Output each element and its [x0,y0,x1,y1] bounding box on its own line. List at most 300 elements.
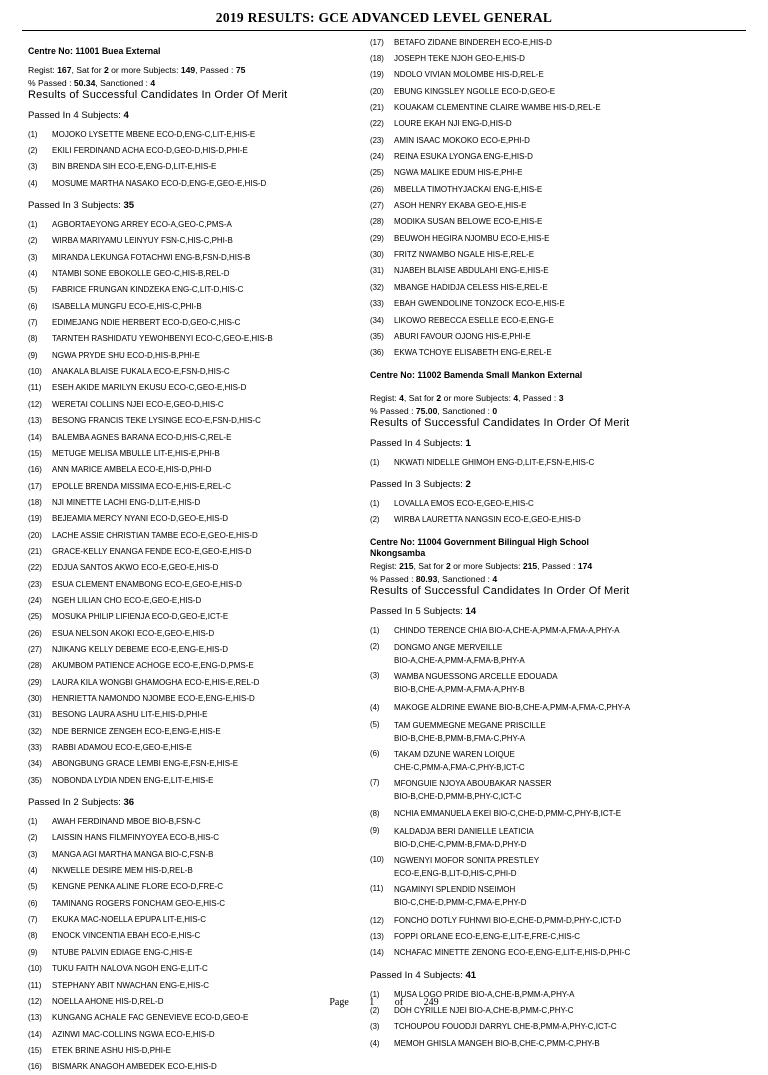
candidate-result: NTUBE PALVIN EDIAGE ENG-C,HIS-E [52,946,193,957]
rank-number: (36) [370,348,384,358]
list-item [28,159,358,175]
rank-number: (10) [28,964,42,974]
rank-number: (31) [28,710,42,720]
list-item [28,625,358,641]
candidate-grades: BIO-D,CHE-C,PMM-B,FMA-D,PHY-D [394,838,527,849]
candidate-result: MAKOGE ALDRINE EWANE BIO-B,CHE-A,PMM-A,FMA-C,PHY-A [394,701,631,712]
rank-number: (2) [370,1005,380,1015]
list-item [28,126,358,142]
group-count: 4 [123,110,129,121]
rank-number: (17) [370,37,384,47]
candidate-result: JOSEPH TEKE NJOH GEO-E,HIS-D [394,53,525,64]
list-item [370,328,758,344]
candidate-result: ANAKALA BLAISE FUKALA ECO-E,FSN-D,HIS-C [52,366,230,377]
list-item [28,282,358,298]
rank-number: (21) [28,546,42,556]
list-item [28,674,358,690]
list-item [28,216,358,232]
candidate-result: GRACE-KELLY ENANGA FENDE ECO-E,GEO-E,HIS-D [52,545,252,556]
candidate-result: AGBORTAEYONG ARREY ECO-A,GEO-C,PMS-A [52,219,232,230]
rank-number: (19) [370,70,384,80]
candidate-result: EKWA TCHOYE ELISABETH ENG-E,REL-E [394,347,552,358]
candidate-grades: BIO-A,CHE-A,PMM-A,FMA-B,PHY-A [394,655,525,666]
rank-number: (34) [370,315,384,325]
candidate-result: ABONGBUNG GRACE LEMBI ENG-E,FSN-E,HIS-E [52,758,239,769]
candidate-grades: CHE-C,PMM-A,FMA-C,PHY-B,ICT-C [394,761,525,772]
list-item [28,862,358,878]
candidate-result: NCHAFAC MINETTE ZENONG ECO-E,ENG-E,LIT-E,HIS-D,PHI-C [394,947,631,958]
candidate-result: EDJUA SANTOS AKWO ECO-E,GEO-E,HIS-D [52,562,219,573]
rank-number: (29) [370,233,384,243]
rank-number: (31) [370,266,384,276]
candidate-result: BEUWOH HEGIRA NJOMBU ECO-E,HIS-E [394,232,550,243]
candidate-result: BEJEAMIA MERCY NYANI ECO-D,GEO-E,HIS-D [52,513,229,524]
candidate-result: HENRIETTA NAMONDO NJOMBE ECO-E,ENG-E,HIS-D [52,693,255,704]
rank-number: (20) [28,530,42,540]
rank-number: (2) [370,642,380,652]
stat-value: 4 [492,573,498,584]
rank-number: (28) [370,217,384,227]
rank-number: (25) [28,612,42,622]
list-item [370,854,758,880]
rank-number: (16) [28,465,42,475]
centre-percent: % Passed : 50.34, Sanctioned : 4 [28,78,156,88]
candidate-result [394,670,558,696]
candidate-result: ABURI FAVOUR OJONG HIS-E,PHI-E [394,330,531,341]
rank-number: (28) [28,661,42,671]
candidate-result: RABBI ADAMOU ECO-E,GEO-E,HIS-E [52,742,192,753]
list-item [370,230,758,246]
candidate-result: BETAFO ZIDANE BINDEREH ECO-E,HIS-D [394,36,552,47]
candidate-result: NOBONDA LYDIA NDEN ENG-E,LIT-E,HIS-E [52,774,214,785]
centre-stats: Regist: 215, Sat for 2 or more Subjects: 215, Passed : 174 [370,560,593,571]
candidate-result [394,748,525,774]
centre-header: Centre No: 11002 Bamenda Small Mankon External [370,369,583,380]
candidate-result: ESEH AKIDE MARILYN EKUSU ECO-C,GEO-E,HIS-D [52,382,247,393]
candidate-result: KOUAKAM CLEMENTINE CLAIRE WAMBE HIS-D,REL-E [394,102,601,113]
list-item [370,945,758,961]
list-item [28,380,358,396]
list-item [28,609,358,625]
candidate-name: MFONGUIE NJOYA ABOUBAKAR NASSER [394,777,552,788]
rank-number: (4) [370,702,380,712]
rank-number: (5) [28,285,38,295]
list-item [28,739,358,755]
list-item [370,928,758,944]
candidate-result: STEPHANY ABIT NWACHAN ENG-E,HIS-C [52,979,210,990]
result-list [370,986,758,1051]
rank-number: (29) [28,677,42,687]
list-item [370,181,758,197]
rank-number: (24) [28,595,42,605]
rank-number: (27) [370,201,384,211]
list-item [28,413,358,429]
list-item [28,265,358,281]
list-item [370,214,758,230]
list-item [28,895,358,911]
candidate-result: AWAH FERDINAND MBOE BIO-B,FSN-C [52,816,201,827]
stat-value: 167 [57,65,72,75]
page-total: 249 [423,997,439,1008]
candidate-result: FRITZ NWAMBO NGALE HIS-E,REL-E [394,249,535,260]
list-item [28,641,358,657]
rank-number: (11) [28,980,42,990]
candidate-result: AKUMBOM PATIENCE ACHOGE ECO-E,ENG-D,PMS-E [52,660,254,671]
group-count: 14 [465,605,477,617]
list-item [370,116,758,132]
list-item [370,197,758,213]
candidate-result [394,641,525,667]
candidate-name: NGWENYI MOFOR SONITA PRESTLEY [394,854,540,865]
rank-number: (30) [28,694,42,704]
results-heading: Results of Successful Candidates In Order Of Merit [370,416,630,429]
list-item [28,429,358,445]
rank-number: (1) [370,498,380,508]
rank-number: (23) [28,579,42,589]
list-item [28,813,358,829]
candidate-result: MBANGE HADIDJA CELESS HIS-E,REL-E [394,281,548,292]
stat-value: 2 [445,560,451,571]
candidate-result: LAISSIN HANS FILMFINYOYEA ECO-B,HIS-C [52,832,219,843]
rank-number: (8) [370,809,380,819]
rank-number: (11) [28,383,42,393]
candidate-result: ENOCK VINCENTIA EBAH ECO-E,HIS-C [52,930,201,941]
rank-number: (3) [28,162,38,172]
candidate-result: KUNGANG ACHALE FAC GENEVIEVE ECO-D,GEO-E [52,1012,249,1023]
rank-number: (35) [370,331,384,341]
rank-number: (13) [28,1013,42,1023]
list-item [370,246,758,262]
candidate-result: NDOLO VIVIAN MOLOMBE HIS-D,REL-E [394,69,544,80]
candidate-result: TAMINANG ROGERS FONCHAM GEO-E,HIS-C [52,897,226,908]
stat-value: 4 [150,78,156,88]
stat-value: 3 [558,392,564,403]
candidate-result: LOVALLA EMOS ECO-E,GEO-E,HIS-C [394,497,534,508]
list-item [370,263,758,279]
candidate-result: BESONG LAURA ASHU LIT-E,HIS-D,PHI-E [52,709,208,720]
candidate-result [394,883,526,909]
candidate-grades: BIO-B,CHE-B,PMM-B,FMA-C,PHY-A [394,732,526,743]
candidate-result [394,719,546,745]
list-item [28,723,358,739]
candidate-result: ANN MARICE AMBELA ECO-E,HIS-D,PHI-D [52,464,212,475]
candidate-result: MOJOKO LYSETTE MBENE ECO-D,ENG-C,LIT-E,HIS-E [52,128,256,139]
list-item [28,462,358,478]
list-item [28,445,358,461]
candidate-result: ESUA NELSON AKOKI ECO-E,GEO-E,HIS-D [52,627,215,638]
list-item [370,148,758,164]
candidate-name: TAKAM DZUNE WAREN LOIQUE [394,748,515,759]
rank-number: (14) [370,948,384,958]
list-item [28,543,358,559]
candidate-result: NGWA MALIKE EDUM HIS-E,PHI-E [394,167,523,178]
centre-header-line2: Nkongsamba [370,547,426,558]
centre-header: Centre No: 11001 Buea External [28,46,161,56]
rank-number: (3) [370,671,380,681]
page-footer [0,997,768,1008]
candidate-result: AZINWI MAC-COLLINS NGWA ECO-E,HIS-D [52,1028,215,1039]
centre-percent: % Passed : 75.00, Sanctioned : 0 [370,405,498,416]
candidate-name: KALDADJA BERI DANIELLE LEATICIA [394,825,534,836]
candidate-name: DONGMO ANGE MERVEILLE [394,642,503,653]
list-item [370,748,758,774]
stat-value: 4 [399,392,404,403]
candidate-result: WIRBA LAURETTA NANGSIN ECO-E,GEO-E,HIS-D [394,514,581,525]
list-item [370,622,758,638]
rank-number: (1) [370,989,380,999]
candidate-result: MBELLA TIMOTHYJACKAI ENG-E,HIS-E [394,183,543,194]
list-item [28,576,358,592]
rank-number: (21) [370,103,384,113]
list-item [28,928,358,944]
list-item [28,1026,358,1042]
stat-value: 215 [399,560,414,571]
list-item [370,883,758,909]
list-item [370,670,758,696]
rank-number: (34) [28,759,42,769]
list-item [28,879,358,895]
rank-number: (4) [370,1038,380,1048]
rank-number: (3) [28,252,38,262]
candidate-result: BESONG FRANCIS TEKE LYSINGE ECO-E,FSN-D,HIS-C [52,415,261,426]
rank-number: (12) [370,915,384,925]
rank-number: (15) [28,1045,42,1055]
list-item [28,175,358,191]
list-item [28,396,358,412]
list-item [28,830,358,846]
rank-number: (17) [28,481,42,491]
continued-list [370,34,758,361]
list-item [28,961,358,977]
candidate-result: LIKOWO REBECCA ESELLE ECO-E,ENG-E [394,314,554,325]
list-item [28,331,358,347]
candidate-result: NJIKANG KELLY DEBEME ECO-E,ENG-E,HIS-D [52,643,229,654]
rank-number: (25) [370,168,384,178]
passed-group-label: Passed In 4 Subjects: 41 [370,969,477,981]
candidate-result: NKWELLE DESIRE MEM HIS-D,REL-B [52,865,193,876]
candidate-result: MEMOH GHISLA MANGEH BIO-B,CHE-C,PMM-C,PHY-B [394,1037,600,1048]
candidate-result [394,777,552,803]
candidate-result: WIRBA MARIYAMU LEINYUY FSN-C,HIS-C,PHI-B [52,235,233,246]
candidate-result: METUGE MELISA MBULLE LIT-E,HIS-E,PHI-B [52,447,220,458]
rank-number: (33) [28,743,42,753]
list-item [28,944,358,960]
rank-number: (14) [28,1029,42,1039]
rank-number: (9) [28,350,38,360]
list-item [370,825,758,851]
candidate-name: WAMBA NGUESSONG ARCELLE EDOUADA [394,671,558,682]
rank-number: (1) [28,817,38,827]
rank-number: (7) [28,915,38,925]
list-item [370,699,758,715]
group-count: 2 [465,479,471,491]
list-item [370,454,758,470]
result-list [28,216,358,788]
stat-value: 50.34 [73,78,96,88]
rank-number: (33) [370,299,384,309]
list-item [28,511,358,527]
list-item [370,495,758,511]
group-count: 35 [123,200,135,212]
candidate-result: MUSA LOGO PRIDE BIO-A,CHE-B,PMM-A,PHY-A [394,988,575,999]
rank-number: (22) [28,563,42,573]
candidate-grades: BIO-B,CHE-D,PMM-B,PHY-C,ICT-C [394,790,522,801]
candidate-result: NDE BERNICE ZENGEH ECO-E,ENG-E,HIS-E [52,725,221,736]
rank-number: (1) [28,220,38,230]
candidate-result: FOPPI ORLANE ECO-E,ENG-E,LIT-E,FRE-C,HIS-C [394,930,581,941]
rank-number: (14) [28,432,42,442]
candidate-result: WERETAI COLLINS NJEI ECO-E,GEO-D,HIS-C [52,398,224,409]
candidate-result: ISABELLA MUNGFU ECO-E,HIS-C,PHI-B [52,300,202,311]
result-list [370,495,758,528]
stat-value: 80.93 [415,573,438,584]
rank-number: (35) [28,775,42,785]
rank-number: (7) [370,777,380,787]
list-item [370,83,758,99]
rank-number: (19) [28,514,42,524]
list-item [370,165,758,181]
list-item [28,560,358,576]
passed-group-label: Passed In 4 Subjects: 1 [370,437,471,449]
list-item [370,1019,758,1035]
list-item [28,772,358,788]
candidate-result: NOELLA AHONE HIS-D,REL-D [52,995,164,1006]
results-heading: Results of Successful Candidates In Order Of Merit [28,89,288,101]
centre-percent: % Passed : 80.93, Sanctioned : 4 [370,573,498,584]
group-count: 1 [465,437,471,449]
rank-number: (20) [370,86,384,96]
list-item [370,912,758,928]
passed-group-label: Passed In 4 Subjects: 4 [28,110,129,121]
list-item [370,777,758,803]
rank-number: (6) [28,301,38,311]
rank-number: (32) [370,282,384,292]
rank-number: (3) [28,849,38,859]
passed-group-label: Passed In 5 Subjects: 14 [370,605,477,617]
rank-number: (12) [28,996,42,1006]
candidate-result: BALEMBA AGNES BARANA ECO-D,HIS-C,REL-E [52,431,232,442]
candidate-result: NJABEH BLAISE ABDULAHI ENG-E,HIS-E [394,265,549,276]
stat-value: 149 [180,65,196,75]
rank-number: (6) [28,898,38,908]
list-item [28,249,358,265]
list-item [28,1042,358,1058]
right-column [370,34,758,1051]
result-list [370,622,758,961]
stat-value: 2 [103,65,109,75]
candidate-result: BISMARK ANAGOH AMBEDEK ECO-E,HIS-D [52,1061,217,1072]
rank-number: (2) [28,146,38,156]
stat-value: 75.00 [415,405,438,416]
candidate-result: MOSUME MARTHA NASAKO ECO-D,ENG-E,GEO-E,HIS-D [52,177,267,188]
rank-number: (23) [370,135,384,145]
page-label: Page [329,997,349,1008]
stat-value: 75 [235,65,246,75]
candidate-result: ETEK BRINE ASHU HIS-D,PHI-E [52,1044,172,1055]
rank-number: (5) [28,882,38,892]
rank-number: (10) [370,854,384,864]
rank-number: (26) [370,184,384,194]
list-item [370,641,758,667]
candidate-result: CHINDO TERENCE CHIA BIO-A,CHE-A,PMM-A,FMA-A,PHY-A [394,624,620,635]
candidate-result: MIRANDA LEKUNGA FOTACHWI ENG-B,FSN-D,HIS-B [52,251,251,262]
stat-value: 4 [513,392,519,403]
passed-group-label: Passed In 3 Subjects: 35 [28,200,135,212]
rank-number: (6) [370,748,380,758]
rank-number: (10) [28,367,42,377]
candidate-result: ASOH HENRY EKABA GEO-E,HIS-E [394,200,527,211]
candidate-result: NJI MINETTE LACHI ENG-D,LIT-E,HIS-D [52,496,201,507]
candidate-result: FABRICE FRUNGAN KINDZEKA ENG-C,LIT-D,HIS-C [52,284,244,295]
list-item [370,99,758,115]
candidate-name: NGAMINYI SPLENDID NSEIMOH [394,883,516,894]
list-item [28,977,358,993]
candidate-result: EDIMEJANG NDIE HERBERT ECO-D,GEO-C,HIS-C [52,317,241,328]
list-item [370,50,758,66]
list-item [28,233,358,249]
list-item [28,846,358,862]
rank-number: (30) [370,250,384,260]
candidate-result: ESUA CLEMENT ENAMBONG ECO-E,GEO-E,HIS-D [52,578,242,589]
list-item [28,314,358,330]
rank-number: (26) [28,628,42,638]
passed-group-label: Passed In 2 Subjects: 36 [28,797,135,809]
list-item [28,911,358,927]
group-count: 36 [123,797,135,809]
stat-value: 174 [577,560,593,571]
candidate-grades: BIO-B,CHE-A,PMM-A,FMA-A,PHY-B [394,684,525,695]
rank-number: (2) [370,515,380,525]
left-groups [28,110,358,1075]
rank-number: (3) [370,1022,380,1032]
candidate-result: NTAMBI SONE EBOKOLLE GEO-C,HIS-B,REL-D [52,268,230,279]
list-item [370,512,758,528]
list-item [370,296,758,312]
rank-number: (24) [370,152,384,162]
rank-number: (1) [370,625,380,635]
list-item [370,67,758,83]
candidate-result: FONCHO DOTLY FUHNWI BIO-E,CHE-D,PMM-D,PHY-C,ICT-D [394,914,622,925]
candidate-result: NGEH LILIAN CHO ECO-E,GEO-E,HIS-D [52,594,202,605]
list-item [28,527,358,543]
list-item [28,494,358,510]
candidate-grades: BIO-C,CHE-D,PMM-C,FMA-E,PHY-D [394,896,527,907]
list-item [370,279,758,295]
rank-number: (5) [370,719,380,729]
rank-number: (2) [28,833,38,843]
candidate-result [394,825,534,851]
candidate-result: LAURA KILA WONGBI GHAMOGHA ECO-E,HIS-E,REL-D [52,676,260,687]
list-item [370,312,758,328]
list-item [370,34,758,50]
list-item [370,1035,758,1051]
rank-number: (12) [28,399,42,409]
rank-number: (4) [28,178,38,188]
rank-number: (9) [370,825,380,835]
list-item [28,690,358,706]
candidate-result: MODIKA SUSAN BELOWE ECO-E,HIS-E [394,216,543,227]
rank-number: (15) [28,448,42,458]
rank-number: (7) [28,318,38,328]
of-label: of [394,997,404,1008]
rank-number: (13) [28,416,42,426]
rank-number: (9) [28,947,38,957]
rank-number: (16) [28,1062,42,1072]
list-item [28,592,358,608]
passed-group-label: Passed In 3 Subjects: 2 [370,479,471,491]
candidate-result: TARNTEH RASHIDATU YEWOHBENYI ECO-C,GEO-E,HIS-B [52,333,273,344]
rank-number: (32) [28,726,42,736]
